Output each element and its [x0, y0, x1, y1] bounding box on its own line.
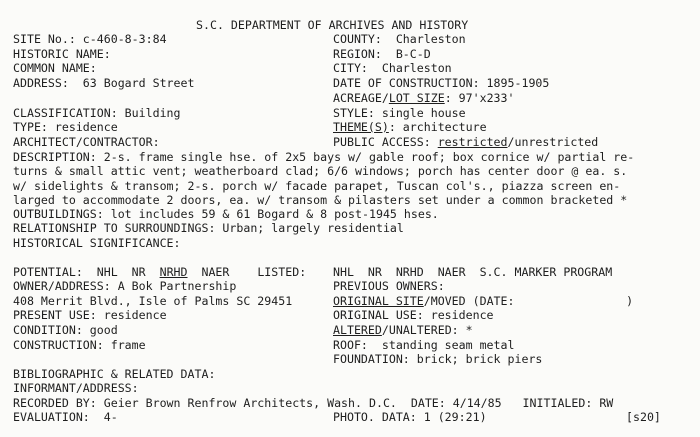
- public-access-unrestricted: /unrestricted: [507, 135, 599, 149]
- frame-number: [s20]: [626, 410, 661, 424]
- lot-size-value: : 97'x233': [444, 91, 515, 105]
- historic-name: HISTORIC NAME:: [13, 47, 111, 61]
- card-header: S.C. DEPARTMENT OF ARCHIVES AND HISTORY: [196, 18, 469, 32]
- city: CITY: Charleston: [333, 61, 452, 75]
- public-access: [333, 135, 598, 150]
- listed-programs: NHL NR NRHD NAER S.C. MARKER PROGRAM: [333, 265, 613, 279]
- evaluation: EVALUATION: 4-: [13, 410, 118, 424]
- foundation: FOUNDATION: brick; brick piers: [333, 352, 543, 366]
- owner-address: OWNER/ADDRESS: A Bok Partnership: [13, 279, 237, 293]
- photo-data: PHOTO. DATA: 1 (29:21): [333, 410, 487, 424]
- unaltered-label: /UNALTERED: *: [381, 323, 473, 337]
- site-number: SITE No.: c-460-8-3:84: [13, 32, 167, 46]
- construction: CONSTRUCTION: frame: [13, 338, 146, 352]
- common-name: COMMON NAME:: [13, 61, 97, 75]
- description-line: larged to accommodate 2 doors, ea. w/ transom & pilasters set under a common bracketed *: [13, 193, 628, 207]
- potential-label: POTENTIAL: NHL NR: [13, 265, 160, 279]
- present-use: PRESENT USE: residence: [13, 308, 167, 322]
- potential: [13, 265, 306, 280]
- original-site-moved: [333, 294, 633, 309]
- description-line: w/ sidelights & transom; 2-s. porch w/ facade parapet, Tuscan col's., piazza screen en-: [13, 179, 621, 193]
- acreage-lot-size: [333, 91, 515, 106]
- potential-listed: NAER LISTED:: [187, 265, 307, 279]
- altered-label: ALTERED: [333, 323, 382, 337]
- outbuildings: OUTBUILDINGS: lot includes 59 & 61 Bogard & 8 post-1945 hses.: [13, 207, 439, 221]
- architect-contractor: ARCHITECT/CONTRACTOR:: [13, 135, 160, 149]
- classification: CLASSIFICATION: Building: [13, 106, 181, 120]
- relationship-to-surroundings: RELATIONSHIP TO SURROUNDINGS: Urban; largely residential: [13, 221, 404, 235]
- style: STYLE: single house: [333, 106, 466, 120]
- description-line: turns & small attic vent; weatherboard clad; 6/6 windows; porch has center door @ ea. s.: [13, 164, 628, 178]
- address: ADDRESS: 63 Bogard Street: [13, 76, 195, 90]
- original-site-label: ORIGINAL SITE: [333, 294, 424, 308]
- themes-value: : architecture: [388, 120, 487, 134]
- original-use: ORIGINAL USE: residence: [333, 308, 494, 322]
- condition: CONDITION: good: [13, 323, 118, 337]
- lot-size-label: LOT SIZE: [388, 91, 445, 105]
- public-access-restricted: restricted: [437, 135, 508, 149]
- previous-owners: PREVIOUS OWNERS:: [333, 279, 445, 293]
- potential-nrhd: NRHD: [159, 265, 188, 279]
- public-access-label: PUBLIC ACCESS:: [333, 135, 438, 149]
- owner-street-address: 408 Merrit Blvd., Isle of Palms SC 29451: [13, 294, 293, 308]
- historical-significance: HISTORICAL SIGNIFICANCE:: [13, 236, 181, 250]
- altered-unaltered: [333, 323, 473, 338]
- recorded-by: RECORDED BY: Geier Brown Renfrow Architects, Wash. D.C. DATE: 4/14/85 INITIALED: RW: [13, 396, 614, 410]
- moved-date: /MOVED (DATE: ): [423, 294, 634, 308]
- acreage-label: ACREAGE/: [333, 91, 389, 105]
- type: TYPE: residence: [13, 120, 118, 134]
- region: REGION: B-C-D: [333, 47, 431, 61]
- county: COUNTY: Charleston: [333, 32, 466, 46]
- bibliographic-data: BIBLIOGRAPHIC & RELATED DATA:: [13, 367, 216, 381]
- themes-label: THEME(S): [333, 120, 389, 134]
- themes: [333, 120, 487, 135]
- roof: ROOF: standing seam metal: [333, 338, 515, 352]
- informant-address: INFORMANT/ADDRESS:: [13, 381, 139, 395]
- description-line: DESCRIPTION: 2-s. frame single hse. of 2x5 bays w/ gable roof; box cornice w/ partial re-: [13, 150, 635, 164]
- date-of-construction: DATE OF CONSTRUCTION: 1895-1905: [333, 76, 550, 90]
